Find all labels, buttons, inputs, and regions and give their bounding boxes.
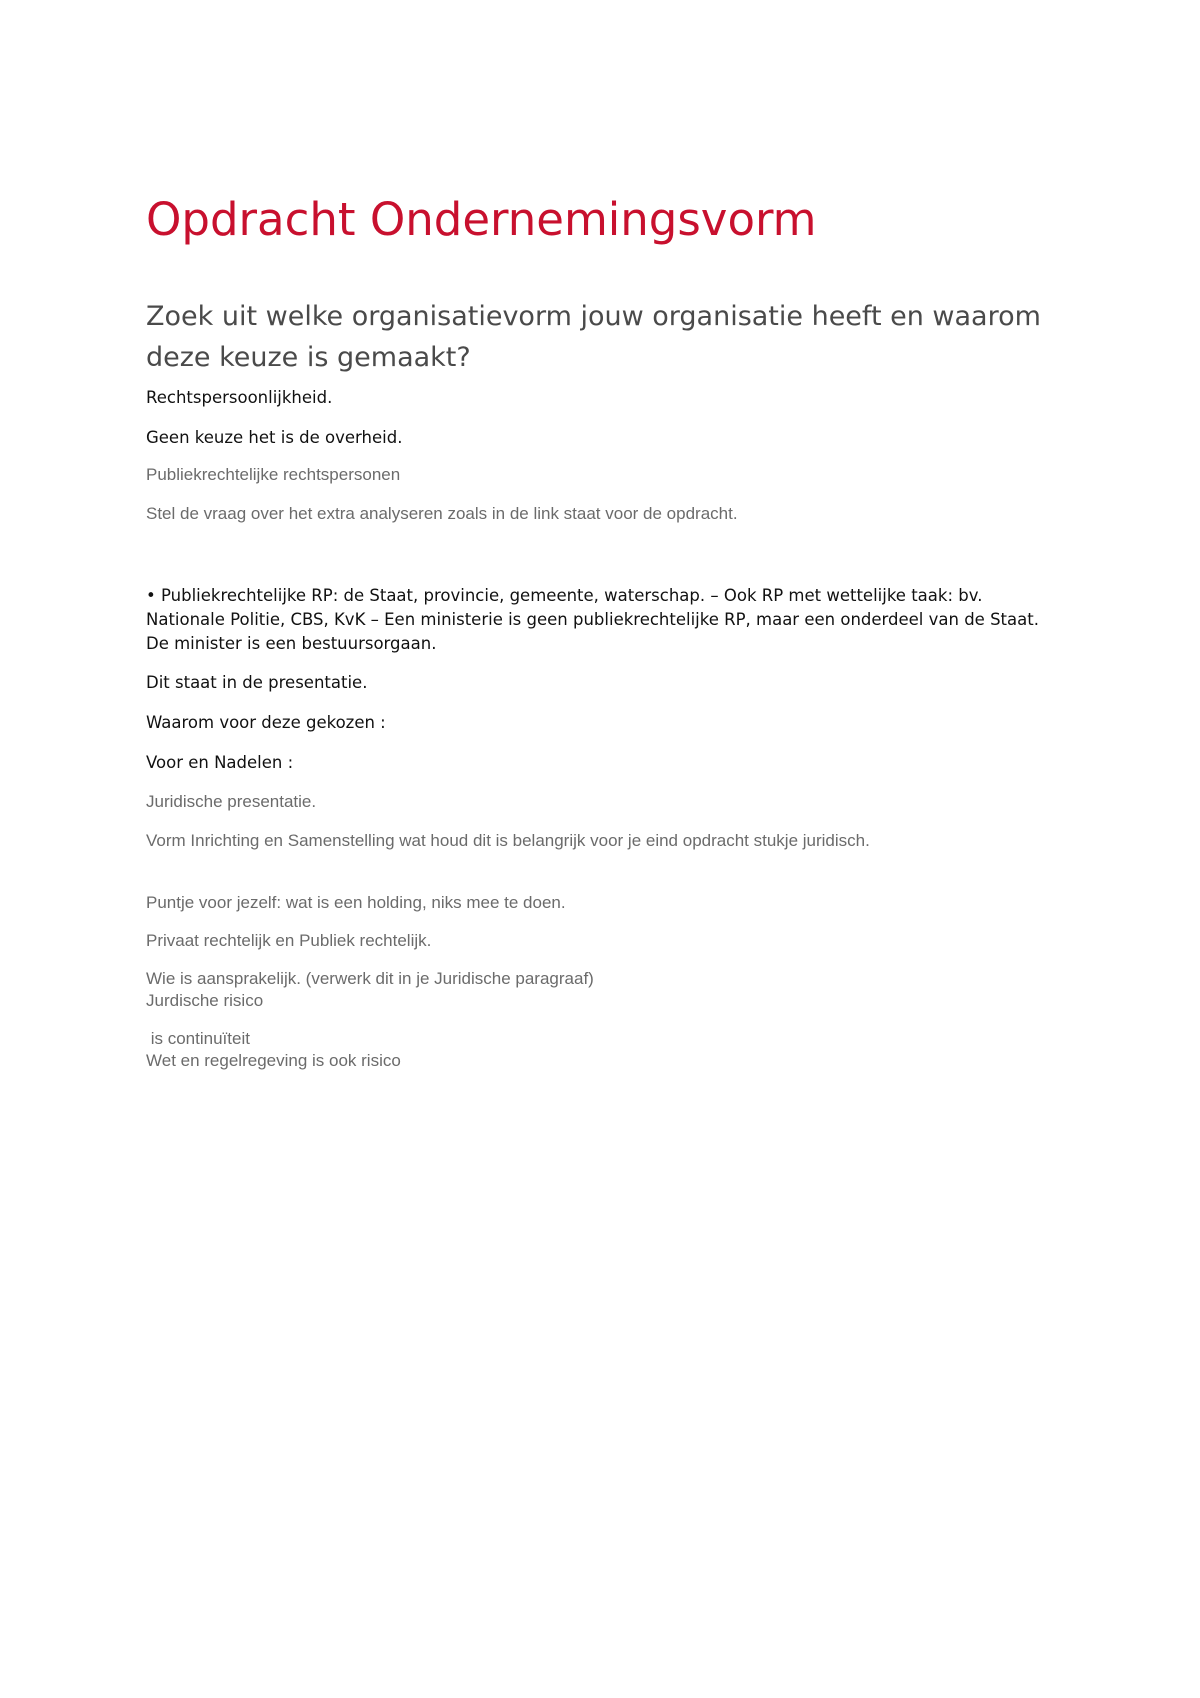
line-stel-de-vraag: Stel de vraag over het extra analyseren zoals in de link staat voor de opdracht. (146, 504, 738, 523)
line-geen-keuze: Geen keuze het is de overheid. (146, 428, 403, 447)
document-title: Opdracht Ondernemingsvorm (146, 193, 817, 246)
bullet-paragraph: • Publiekrechtelijke RP: de Staat, provincie, gemeente, waterschap. – Ook RP met wettelijke taak: bv. Nationale Politie, CBS, KvK – Een ministerie is geen publiekrechtelijke RP, maar een onderdeel van de Staat. De minister is een bestuursorgaan. (146, 586, 1039, 653)
line-puntje: Puntje voor jezelf: wat is een holding, niks mee te doen. (146, 893, 566, 912)
line-privaat: Privaat rechtelijk en Publiek rechtelijk. (146, 931, 432, 950)
line-wet-regel: Wet en regelregeving is ook risico (146, 1051, 401, 1070)
line-dit-staat: Dit staat in de presentatie. (146, 673, 368, 692)
line-jurdische-risico: Jurdische risico (146, 991, 264, 1010)
question-heading: Zoek uit welke organisatievorm jouw organisatie heeft en waarom deze keuze is gemaakt? (146, 301, 1041, 373)
line-waarom: Waarom voor deze gekozen : (146, 713, 386, 732)
line-rechtspersoonlijkheid: Rechtspersoonlijkheid. (146, 388, 333, 407)
line-voor-en-nadelen: Voor en Nadelen : (146, 753, 294, 772)
line-publiekrechtelijke: Publiekrechtelijke rechtspersonen (146, 465, 401, 484)
document-body (146, 190, 1066, 1072)
line-vorm-inrichting: Vorm Inrichting en Samenstelling wat houd dit is belangrijk voor je eind opdracht stukje juridisch. (146, 831, 870, 850)
line-wie-aansprakelijk: Wie is aansprakelijk. (verwerk dit in je Juridische paragraaf) (146, 969, 594, 988)
line-continuiteit: is continuïteit (146, 1029, 250, 1048)
line-juridische-presentatie: Juridische presentatie. (146, 792, 317, 811)
